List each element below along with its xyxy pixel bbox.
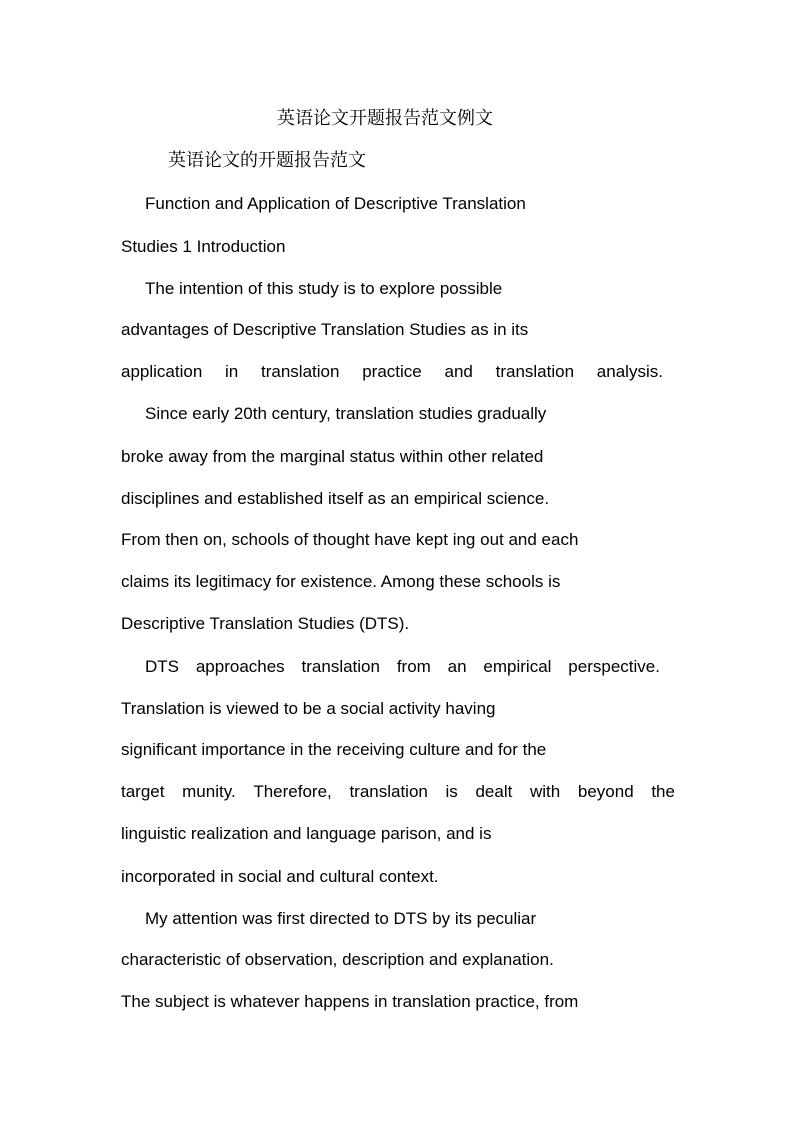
word: perspective. [568,657,660,676]
text-line: broke away from the marginal status within other related [121,447,544,466]
document-subtitle: 英语论文的开题报告范文 [168,150,366,171]
document-title: 英语论文开题报告范文例文 [277,108,493,129]
word: practice [362,362,422,381]
text-line: advantages of Descriptive Translation Studies as in its [121,320,529,339]
text-line: characteristic of observation, description and explanation. [121,950,554,969]
text-line: disciplines and established itself as an empirical science. [121,489,550,508]
word: is [445,782,458,801]
text-line: Studies 1 Introduction [121,237,286,256]
word: beyond [577,782,634,801]
word: in [225,362,239,381]
text-line: claims its legitimacy for existence. Among these schools is [121,572,561,591]
text-line: significant importance in the receiving culture and for the [121,740,547,759]
text-line: The intention of this study is to explore possible [145,279,503,298]
text-line: Descriptive Translation Studies (DTS). [121,614,410,633]
justified-text-line [121,362,663,382]
word: translation [495,362,575,381]
word: munity. [182,782,236,801]
word: application [121,362,203,381]
word: empirical [483,657,552,676]
word: translation [349,782,428,801]
word: DTS [145,657,179,676]
text-line: My attention was first directed to DTS by its peculiar [145,909,537,928]
text-line: linguistic realization and language parison, and is [121,824,492,843]
justified-text-line [121,782,675,802]
text-line: The subject is whatever happens in translation practice, from [121,992,579,1011]
text-line: Translation is viewed to be a social activity having [121,699,496,718]
word: translation [261,362,340,381]
text-line: incorporated in social and cultural context. [121,867,439,886]
word: target [121,782,165,801]
word: Therefore, [253,782,332,801]
word: with [530,782,561,801]
justified-text-line [145,657,660,677]
word: approaches [195,657,285,676]
text-line: Function and Application of Descriptive Translation [145,194,526,213]
word: an [447,657,467,676]
word: analysis. [596,362,663,381]
word: translation [301,657,380,676]
word: the [651,782,675,801]
word: from [396,657,431,676]
text-line: Since early 20th century, translation studies gradually [145,404,547,423]
text-line: From then on, schools of thought have kept ing out and each [121,530,579,549]
word: and [444,362,473,381]
word: dealt [475,782,513,801]
